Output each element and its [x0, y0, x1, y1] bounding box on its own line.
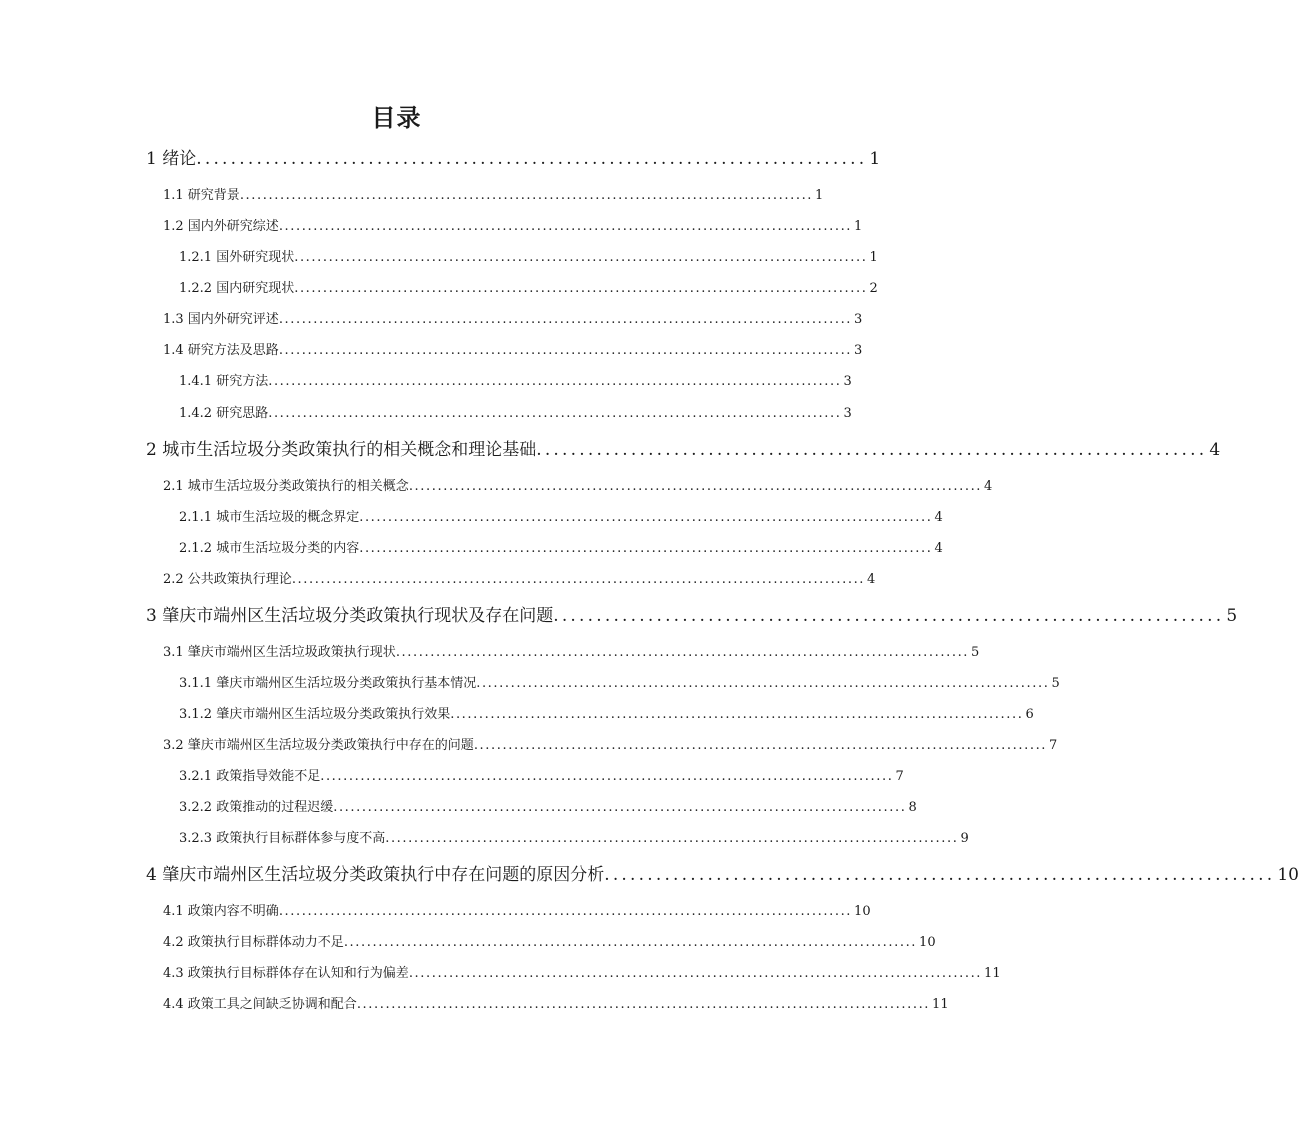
- toc-entry-label: 3 肇庆市端州区生活垃圾分类政策执行现状及存在问题: [146, 606, 554, 626]
- toc-entry-label: 2.1.2 城市生活垃圾分类的内容: [179, 541, 360, 556]
- toc-entry[interactable]: [163, 185, 824, 207]
- toc-entry-label: 2.2 公共政策执行理论: [163, 572, 292, 587]
- toc-entry[interactable]: [146, 437, 1221, 463]
- toc-entry-page: 3: [854, 312, 863, 327]
- toc-entry[interactable]: [163, 963, 1001, 985]
- dot-leader: ....................................................................................................: [320, 769, 894, 784]
- toc-entry-label: 3.1 肇庆市端州区生活垃圾政策执行现状: [163, 645, 396, 660]
- dot-leader: ....................................................................................................: [343, 935, 918, 950]
- dot-leader: ....................................................................................................: [356, 997, 931, 1012]
- toc-entry-page: 4: [934, 510, 943, 525]
- dot-leader: ....................................................................................................: [476, 676, 1050, 691]
- toc-entry-label: 3.2 肇庆市端州区生活垃圾分类政策执行中存在的问题: [163, 738, 474, 753]
- toc-entry[interactable]: [179, 371, 852, 393]
- toc-entry[interactable]: [163, 309, 863, 331]
- toc-entry-label: 4 肇庆市端州区生活垃圾分类政策执行中存在问题的原因分析: [146, 865, 605, 885]
- dot-leader: ....................................................................................................: [408, 479, 983, 494]
- dot-leader: ....................................................................................................: [359, 510, 933, 525]
- toc-entry-label: 1.1 研究背景: [163, 188, 240, 203]
- toc-entry-label: 1.2.1 国外研究现状: [179, 250, 295, 265]
- toc-entry[interactable]: [179, 828, 969, 850]
- toc-entry[interactable]: [179, 507, 943, 529]
- toc-entry[interactable]: [163, 476, 993, 498]
- toc-entry-label: 4.1 政策内容不明确: [163, 904, 279, 919]
- toc-title: 目录: [371, 104, 422, 132]
- toc-entry-page: 3: [843, 374, 852, 389]
- toc-entry[interactable]: [163, 735, 1058, 757]
- toc-entry[interactable]: [146, 603, 1238, 629]
- toc-entry-page: 5: [1051, 676, 1060, 691]
- toc-entry[interactable]: [179, 797, 917, 819]
- dot-leader: ....................................................................................................: [268, 406, 842, 421]
- dot-leader: ....................................................................................................: [408, 966, 983, 981]
- dot-leader: ....................................................................................................: [294, 250, 868, 265]
- toc-entry[interactable]: [163, 569, 876, 591]
- dot-leader: ....................................................................................................: [268, 374, 842, 389]
- toc-entry-page: 10: [919, 935, 936, 950]
- toc-entry[interactable]: [179, 704, 1034, 726]
- toc-entry[interactable]: [179, 278, 878, 300]
- toc-entry[interactable]: [163, 994, 949, 1016]
- dot-leader: ....................................................................................................: [450, 707, 1024, 722]
- toc-entry[interactable]: [179, 673, 1060, 695]
- toc-entry[interactable]: [146, 146, 881, 172]
- toc-entry-page: 4: [934, 541, 943, 556]
- toc-entry-page: 4: [1209, 440, 1221, 460]
- toc-entry-label: 3.1.1 肇庆市端州区生活垃圾分类政策执行基本情况: [179, 676, 477, 691]
- toc-entry[interactable]: [146, 862, 1299, 888]
- dot-leader: ....................................................................................................: [359, 541, 933, 556]
- toc-entry[interactable]: [179, 538, 943, 560]
- toc-entry-page: 8: [908, 800, 917, 815]
- toc-entry[interactable]: [163, 901, 871, 923]
- dot-leader: ..............................................................................: [536, 440, 1208, 460]
- toc-entry[interactable]: [163, 642, 980, 664]
- toc-entry-label: 4.2 政策执行目标群体动力不足: [163, 935, 344, 950]
- toc-entry-label: 4.3 政策执行目标群体存在认知和行为偏差: [163, 966, 409, 981]
- dot-leader: ..............................................................................: [553, 606, 1225, 626]
- toc-entry-label: 3.1.2 肇庆市端州区生活垃圾分类政策执行效果: [179, 707, 451, 722]
- toc-entry-label: 2.1.1 城市生活垃圾的概念界定: [179, 510, 360, 525]
- toc-entry-page: 6: [1025, 707, 1034, 722]
- toc-entry[interactable]: [163, 932, 936, 954]
- toc-entry[interactable]: [179, 247, 878, 269]
- dot-leader: ....................................................................................................: [278, 343, 853, 358]
- toc-entry-page: 3: [854, 343, 863, 358]
- toc-entry-page: 3: [843, 406, 852, 421]
- toc-entry-label: 2 城市生活垃圾分类政策执行的相关概念和理论基础: [146, 440, 537, 460]
- toc-entry-label: 3.2.2 政策推动的过程迟缓: [179, 800, 334, 815]
- toc-entry[interactable]: [163, 216, 863, 238]
- toc-entry-page: 5: [971, 645, 980, 660]
- dot-leader: ..............................................................................: [604, 865, 1276, 885]
- toc-entry-page: 11: [984, 966, 1001, 981]
- toc-entry-label: 3.2.3 政策执行目标群体参与度不高: [179, 831, 386, 846]
- toc-entry[interactable]: [163, 340, 863, 362]
- dot-leader: ....................................................................................................: [278, 904, 853, 919]
- toc-entry-page: 7: [895, 769, 904, 784]
- dot-leader: ....................................................................................................: [333, 800, 907, 815]
- toc-entry-page: 10: [854, 904, 871, 919]
- toc-entry-page: 5: [1226, 606, 1238, 626]
- toc-entry-page: 9: [960, 831, 969, 846]
- toc-entry-page: 10: [1277, 865, 1299, 885]
- toc-entry-page: 1: [869, 149, 881, 169]
- dot-leader: ....................................................................................................: [291, 572, 866, 587]
- toc-entry[interactable]: [179, 766, 904, 788]
- dot-leader: ....................................................................................................: [278, 312, 853, 327]
- toc-entry-page: 1: [869, 250, 878, 265]
- toc-entry-page: 11: [932, 997, 949, 1012]
- dot-leader: ....................................................................................................: [473, 738, 1048, 753]
- toc-entry-label: 3.2.1 政策指导效能不足: [179, 769, 321, 784]
- toc-entry-label: 4.4 政策工具之间缺乏协调和配合: [163, 997, 357, 1012]
- toc-entry-label: 1 绪论: [146, 149, 197, 169]
- toc-entry[interactable]: [179, 403, 852, 425]
- toc-entry-page: 4: [984, 479, 993, 494]
- dot-leader: ....................................................................................................: [239, 188, 814, 203]
- toc-entry-label: 1.4.2 研究思路: [179, 406, 269, 421]
- toc-entry-page: 1: [854, 219, 863, 234]
- dot-leader: ....................................................................................................: [294, 281, 868, 296]
- dot-leader: ....................................................................................................: [395, 645, 970, 660]
- dot-leader: ..............................................................................: [196, 149, 868, 169]
- toc-entry-label: 1.4.1 研究方法: [179, 374, 269, 389]
- toc-entry-label: 1.4 研究方法及思路: [163, 343, 279, 358]
- toc-entry-page: 1: [815, 188, 824, 203]
- toc-entry-label: 2.1 城市生活垃圾分类政策执行的相关概念: [163, 479, 409, 494]
- toc-entry-label: 1.3 国内外研究评述: [163, 312, 279, 327]
- toc-entry-page: 2: [869, 281, 878, 296]
- dot-leader: ....................................................................................................: [278, 219, 853, 234]
- toc-entry-label: 1.2 国内外研究综述: [163, 219, 279, 234]
- dot-leader: ....................................................................................................: [385, 831, 959, 846]
- toc-entry-label: 1.2.2 国内研究现状: [179, 281, 295, 296]
- toc-entry-page: 4: [867, 572, 876, 587]
- toc-entry-page: 7: [1049, 738, 1058, 753]
